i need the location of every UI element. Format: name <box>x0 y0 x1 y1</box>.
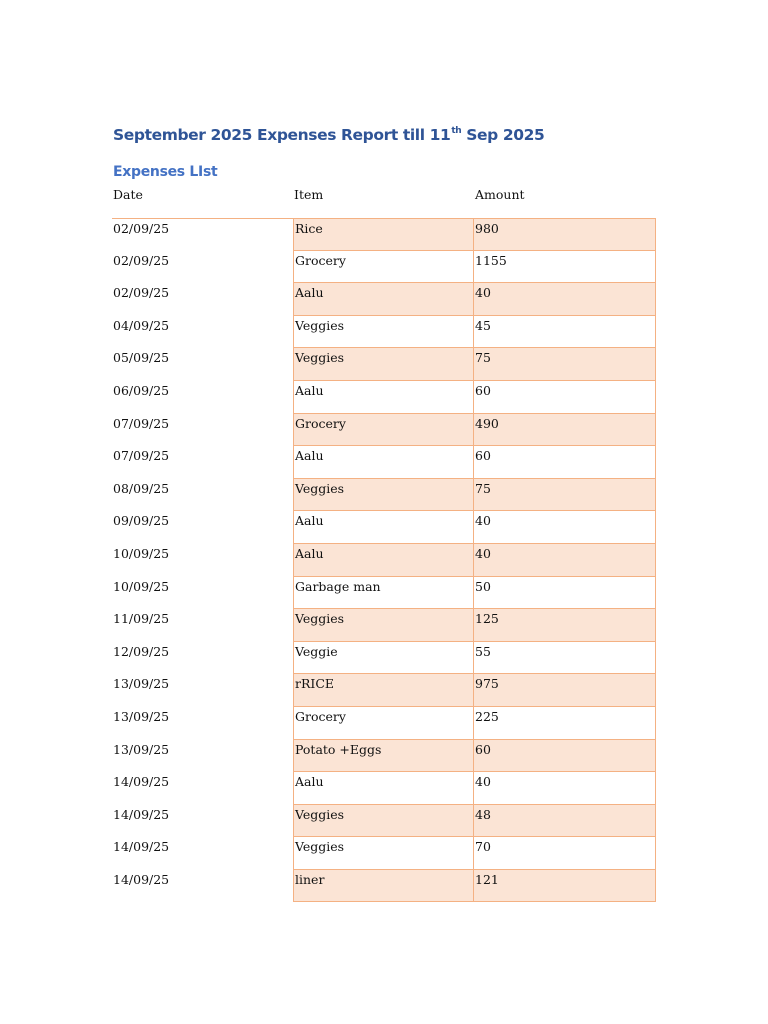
cell-date: 14/09/25 <box>113 839 170 855</box>
cell-amount: 60 <box>474 381 656 414</box>
cell-amount: 75 <box>474 479 656 512</box>
cell-amount: 40 <box>474 772 656 805</box>
table-row <box>112 674 656 707</box>
cell-item: rRICE <box>293 674 474 707</box>
table-row <box>112 414 656 447</box>
cell-item: Grocery <box>293 251 474 284</box>
cell-date: 14/09/25 <box>113 806 170 822</box>
cell-item: Veggies <box>293 479 474 512</box>
table-row <box>112 707 656 740</box>
cell-amount: 48 <box>474 805 656 838</box>
table-row <box>112 218 656 251</box>
table-row <box>112 251 656 284</box>
table-row <box>112 577 656 610</box>
section-heading: Expenses LIst <box>113 164 218 180</box>
table-row <box>112 740 656 773</box>
cell-item: Veggies <box>293 805 474 838</box>
cell-amount: 125 <box>474 609 656 642</box>
cell-item: Potato +Eggs <box>293 740 474 773</box>
cell-amount: 70 <box>474 837 656 870</box>
cell-date: 14/09/25 <box>113 871 170 887</box>
table-row <box>112 479 656 512</box>
cell-amount: 490 <box>474 414 656 447</box>
cell-item: Veggie <box>293 642 474 675</box>
cell-amount: 60 <box>474 740 656 773</box>
title-main: September 2025 Expenses Report till 11 <box>113 126 451 144</box>
cell-date: 13/09/25 <box>113 708 170 724</box>
cell-date: 10/09/25 <box>113 545 170 561</box>
cell-amount: 45 <box>474 316 656 349</box>
table-row <box>112 772 656 805</box>
cell-date: 13/09/25 <box>113 676 170 692</box>
cell-item: Aalu <box>293 772 474 805</box>
cell-item: Veggies <box>293 348 474 381</box>
table-row <box>112 544 656 577</box>
cell-item: Aalu <box>293 381 474 414</box>
cell-amount: 121 <box>474 870 656 903</box>
cell-amount: 225 <box>474 707 656 740</box>
title-end: Sep 2025 <box>461 126 545 144</box>
cell-date: 10/09/25 <box>113 578 170 594</box>
cell-amount: 55 <box>474 642 656 675</box>
cell-amount: 50 <box>474 577 656 610</box>
table-row <box>112 837 656 870</box>
header-amount: Amount <box>475 187 525 202</box>
table-row <box>112 609 656 642</box>
cell-amount: 40 <box>474 283 656 316</box>
cell-item: Aalu <box>293 544 474 577</box>
cell-item: Grocery <box>293 707 474 740</box>
table-row <box>112 642 656 675</box>
cell-item: Grocery <box>293 414 474 447</box>
cell-date: 09/09/25 <box>113 513 170 529</box>
cell-amount: 40 <box>474 511 656 544</box>
cell-amount: 60 <box>474 446 656 479</box>
cell-amount: 975 <box>474 674 656 707</box>
cell-date: 02/09/25 <box>113 285 170 301</box>
table-row <box>112 446 656 479</box>
table-header-row <box>112 184 656 218</box>
cell-date: 05/09/25 <box>113 350 170 366</box>
cell-amount: 40 <box>474 544 656 577</box>
cell-item: Veggies <box>293 316 474 349</box>
cell-item: Aalu <box>293 511 474 544</box>
cell-date: 07/09/25 <box>113 448 170 464</box>
document-title <box>113 124 544 146</box>
cell-date: 02/09/25 <box>112 218 293 251</box>
cell-item: Veggies <box>293 837 474 870</box>
cell-item: Veggies <box>293 609 474 642</box>
cell-amount: 1155 <box>474 251 656 284</box>
cell-item: Aalu <box>293 446 474 479</box>
expenses-table <box>112 184 656 902</box>
cell-date: 07/09/25 <box>113 415 170 431</box>
cell-item: Aalu <box>293 283 474 316</box>
cell-item: Rice <box>293 218 474 251</box>
header-item: Item <box>294 187 324 202</box>
cell-date: 06/09/25 <box>113 382 170 398</box>
cell-amount: 75 <box>474 348 656 381</box>
table-row <box>112 805 656 838</box>
table-row <box>112 348 656 381</box>
title-superscript: th <box>451 126 462 136</box>
cell-date: 11/09/25 <box>113 611 170 627</box>
cell-date: 12/09/25 <box>113 643 170 659</box>
cell-amount: 980 <box>474 218 656 251</box>
cell-item: liner <box>293 870 474 903</box>
table-body <box>112 218 656 902</box>
cell-date: 08/09/25 <box>113 480 170 496</box>
table-row <box>112 283 656 316</box>
cell-date: 04/09/25 <box>113 317 170 333</box>
cell-date: 13/09/25 <box>113 741 170 757</box>
cell-item: Garbage man <box>293 577 474 610</box>
table-row <box>112 870 656 903</box>
table-row <box>112 511 656 544</box>
table-row <box>112 316 656 349</box>
header-date: Date <box>113 187 143 202</box>
cell-date: 14/09/25 <box>113 774 170 790</box>
table-row <box>112 381 656 414</box>
cell-date: 02/09/25 <box>113 252 170 268</box>
